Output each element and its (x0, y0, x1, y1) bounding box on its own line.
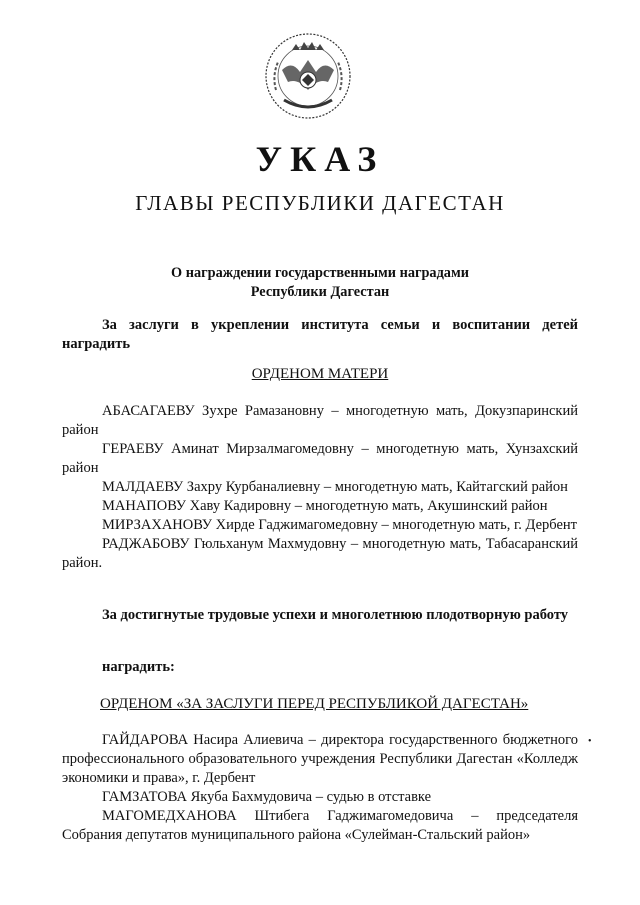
section1-order-title: ОРДЕНОМ МАТЕРИ (251, 366, 389, 382)
list-item: МИРЗАХАНОВУ Хирде Гаджимагомедовну – многодетную мать, г. Дербент (102, 517, 578, 533)
subject-line-1: О награждении государственными наградами (171, 265, 469, 281)
document-subject (0, 264, 640, 302)
document-subtitle: ГЛАВЫ РЕСПУБЛИКИ ДАГЕСТАН (135, 191, 505, 215)
subject-line-2: Республики Дагестан (250, 284, 390, 300)
section2-list (62, 731, 578, 845)
section2-order-title: ОРДЕНОМ «ЗА ЗАСЛУГИ ПЕРЕД РЕСПУБЛИКОЙ ДАГЕСТАН» (100, 696, 529, 712)
list-item: ГАМЗАТОВА Якуба Бахмудовича – судью в отставке (102, 789, 432, 805)
section1-list (62, 402, 578, 573)
list-item: МАГОМЕДХАНОВА Штибега Гаджимагомедовича – председателя Собрания депутатов муниципального района «Сулейман-Стальский район» (62, 808, 578, 843)
list-item: МАНАПОВУ Хаву Кадировну – многодетную мать, Акушинский район (102, 498, 548, 514)
coat-of-arms-emblem (262, 30, 354, 122)
list-item: ГЕРАЕВУ Аминат Мирзалмагомедовну – многодетную мать, Хунзахский район (62, 441, 578, 476)
scan-mark: • (588, 736, 592, 747)
list-item: МАЛДАЕВУ Захру Курбаналиевну – многодетную мать, Кайтагский район (102, 479, 568, 495)
list-item: АБАСАГАЕВУ Зухре Рамазановну – многодетную мать, Докузпаринский район (62, 403, 578, 438)
document-title: УКАЗ (255, 139, 385, 179)
list-item: РАДЖАБОВУ Гюльханум Махмудовну – многодетную мать, Табасаранский район. (62, 536, 578, 571)
list-item: ГАЙДАРОВА Насира Алиевича – директора государственного бюджетного профессионального образовательного учреждения Республики Дагестан «Колледж экономики и права», г. Дербент (62, 732, 578, 786)
section2-intro: За достигнутые трудовые успехи и многолетнюю плодотворную работу (102, 607, 569, 623)
section2-award-verb: наградить: (102, 659, 175, 675)
section1-intro: За заслуги в укреплении института семьи и воспитании детей наградить (62, 317, 578, 352)
